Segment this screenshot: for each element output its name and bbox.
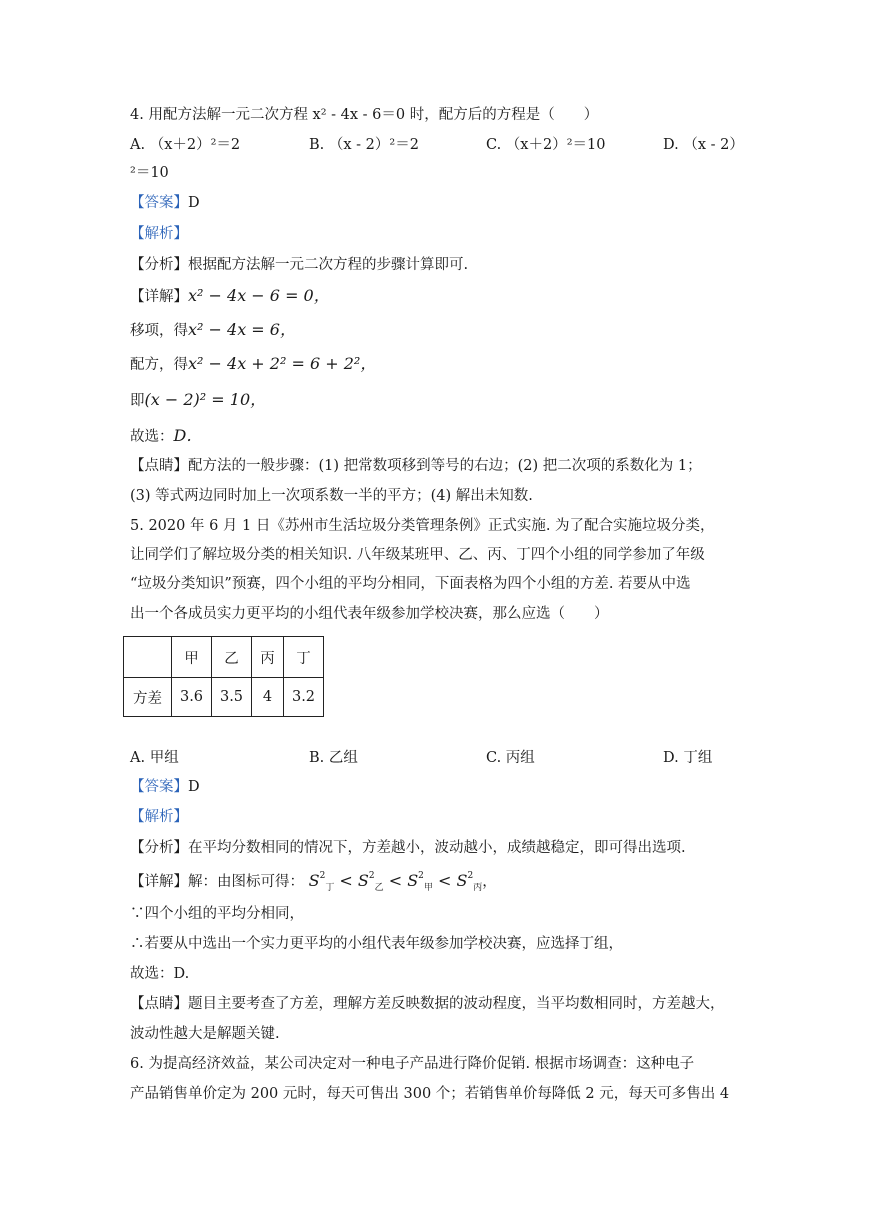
q5-stem-1: 5. 2020 年 6 月 1 日《苏州市生活垃圾分类管理条例》正式实施. 为了配合实施垃圾分类， bbox=[130, 518, 715, 534]
q4-option-d: D. （x - 2） bbox=[663, 137, 744, 153]
q5-choose: 故选：D. bbox=[130, 966, 190, 982]
q4-detail-4-prefix: 即 bbox=[130, 393, 145, 409]
q5-option-d: D. 丁组 bbox=[663, 750, 713, 766]
q4-choose bbox=[130, 426, 202, 447]
q4-stem: 4. 用配方法解一元二次方程 x² - 4x - 6＝0 时，配方后的方程是（ ） bbox=[130, 107, 599, 123]
q4-option-c: C. （x＋2）²＝10 bbox=[486, 137, 606, 153]
q4-answer: D bbox=[188, 195, 200, 211]
q4-equation-4: (x − 2)² = 10， bbox=[144, 390, 267, 409]
q6-stem-2: 产品销售单价定为 200 元时，每天可售出 300 个；若销售单价每降低 2 元，每天可多售出 4 bbox=[130, 1086, 730, 1102]
answer-tag: 【答案】 bbox=[130, 779, 188, 795]
table-header-cell: 丙 bbox=[252, 637, 284, 678]
table-cell: 3.5 bbox=[212, 678, 252, 717]
q4-dianjing-2: (3) 等式两边同时加上一次项系数一半的平方；(4) 解出未知数. bbox=[130, 488, 533, 504]
q4-detail-2 bbox=[130, 320, 296, 341]
q4-option-d-continued: ²＝10 bbox=[130, 165, 169, 181]
q4-jiexi-tag: 【解析】 bbox=[130, 226, 188, 242]
q4-fenxi: 【分析】根据配方法解一元二次方程的步骤计算即可. bbox=[130, 257, 469, 273]
q5-stem-4: 出一个各成员实力更平均的小组代表年级参加学校决赛，那么应选（ ） bbox=[130, 606, 609, 622]
table-row bbox=[124, 678, 324, 717]
variance-table bbox=[123, 636, 324, 717]
q5-jiexi-tag: 【解析】 bbox=[130, 809, 188, 825]
table-header-cell: 乙 bbox=[212, 637, 252, 678]
table-cell: 4 bbox=[252, 678, 284, 717]
q4-equation-1: x² − 4x − 6 = 0， bbox=[188, 286, 330, 305]
table-corner-cell bbox=[124, 637, 172, 678]
q4-detail-3-prefix: 配方，得 bbox=[130, 357, 188, 373]
detail-tag: 【详解】 bbox=[130, 874, 188, 890]
q5-stem-3: “垃圾分类知识”预赛，四个小组的平均分相同，下面表格为四个小组的方差. 若要从中选 bbox=[130, 576, 691, 592]
table-header-cell: 丁 bbox=[284, 637, 324, 678]
q5-detail-1: 【详解】解：由图标可得： $S^2_丁 < S^2_乙 < S^2_甲 < S^2_丙$， bbox=[130, 871, 497, 893]
q5-option-b: B. 乙组 bbox=[309, 750, 358, 766]
q5-because: ∵四个小组的平均分相同， bbox=[130, 906, 304, 922]
q5-fenxi: 【分析】在平均分数相同的情况下，方差越小，波动越小，成绩越稳定，即可得出选项. bbox=[130, 840, 686, 856]
q5-answer: D bbox=[188, 779, 200, 795]
q4-dianjing-1: 【点睛】配方法的一般步骤：(1) 把常数项移到等号的右边；(2) 把二次项的系数化为 1； bbox=[130, 458, 702, 474]
q5-stem-2: 让同学们了解垃圾分类的相关知识. 八年级某班甲、乙、丙、丁四个小组的同学参加了年级 bbox=[130, 547, 705, 563]
q4-choose-value: D． bbox=[173, 426, 203, 445]
q4-equation-2: x² − 4x = 6， bbox=[188, 320, 296, 339]
q5-detail-text: 解：由图标可得： bbox=[188, 874, 304, 890]
q4-equation-3: x² − 4x + 2² = 6 + 2²， bbox=[188, 354, 377, 373]
q5-dianjing-1: 【点睛】题目主要考查了方差，理解方差反映数据的波动程度，当平均数相同时，方差越大， bbox=[130, 996, 725, 1012]
q5-therefore: ∴若要从中选出一个实力更平均的小组代表年级参加学校决赛，应选择丁组， bbox=[130, 936, 623, 952]
variance-inequality: $S^2_丁 < S^2_乙 < S^2_甲 < S^2_丙$ bbox=[308, 871, 483, 893]
q6-stem-1: 6. 为提高经济效益，某公司决定对一种电子产品进行降价促销. 根据市场调查：这种电子 bbox=[130, 1056, 695, 1072]
detail-tag: 【详解】 bbox=[130, 289, 188, 305]
q5-answer-line bbox=[130, 777, 200, 797]
table-cell: 3.2 bbox=[284, 678, 324, 717]
q5-dianjing-2: 波动性越大是解题关键. bbox=[130, 1026, 280, 1042]
q4-detail-1 bbox=[130, 286, 330, 307]
q4-choose-prefix: 故选： bbox=[130, 429, 174, 445]
q4-option-b: B. （x - 2）²＝2 bbox=[309, 137, 419, 153]
table-cell: 3.6 bbox=[172, 678, 212, 717]
q4-option-a: A. （x＋2）²＝2 bbox=[130, 137, 241, 153]
table-header-cell: 甲 bbox=[172, 637, 212, 678]
table-row-label: 方差 bbox=[124, 678, 172, 717]
q5-option-c: C. 丙组 bbox=[486, 750, 535, 766]
table-header-row bbox=[124, 637, 324, 678]
q4-detail-2-prefix: 移项，得 bbox=[130, 323, 188, 339]
answer-tag: 【答案】 bbox=[130, 195, 188, 211]
q5-option-a: A. 甲组 bbox=[130, 750, 179, 766]
q4-detail-4 bbox=[130, 390, 266, 411]
q4-detail-3 bbox=[130, 354, 376, 375]
q4-answer-line bbox=[130, 193, 200, 213]
